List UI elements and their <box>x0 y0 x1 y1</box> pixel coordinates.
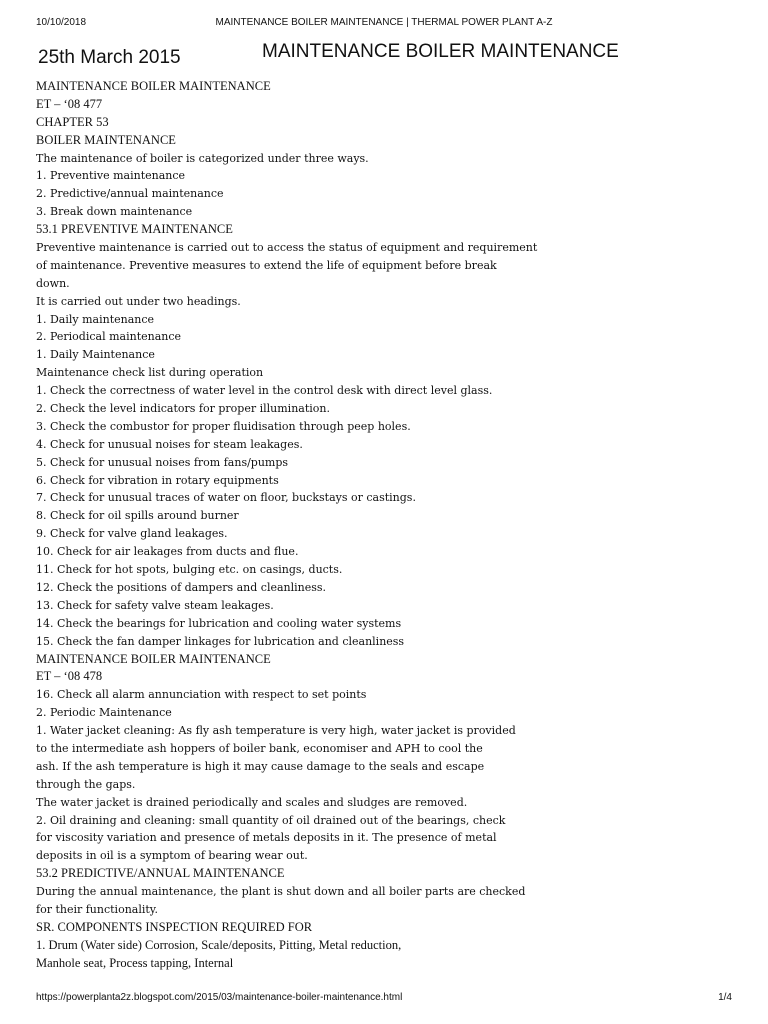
body-line: BOILER MAINTENANCE <box>36 132 176 147</box>
body-line: 1. Water jacket cleaning: As fly ash temperature is very high, water jacket is provided <box>36 724 516 738</box>
body-line: 4. Check for unusual noises for steam leakages. <box>36 437 303 451</box>
print-footer <box>36 992 732 1006</box>
body-line: During the annual maintenance, the plant is shut down and all boiler parts are checked <box>36 885 526 899</box>
print-page-title: MAINTENANCE BOILER MAINTENANCE | THERMAL POWER PLANT A-Z <box>215 17 553 28</box>
body-line: 13. Check for safety valve steam leakages. <box>36 598 274 612</box>
body-line: 53.2 PREDICTIVE/ANNUAL MAINTENANCE <box>36 866 285 881</box>
body-line: Maintenance check list during operation <box>36 366 264 380</box>
body-line: 8. Check for oil spills around burner <box>36 509 239 523</box>
body-line: 15. Check the fan damper linkages for lubrication and cleanliness <box>36 634 405 648</box>
body-line: 6. Check for vibration in rotary equipments <box>36 473 279 487</box>
print-date: 10/10/2018 <box>36 17 87 28</box>
body-line: through the gaps. <box>36 777 136 791</box>
body-line: CHAPTER 53 <box>36 114 109 129</box>
body-line: MAINTENANCE BOILER MAINTENANCE <box>36 651 271 666</box>
body-line: 7. Check for unusual traces of water on floor, buckstays or castings. <box>36 491 416 505</box>
body-line: 9. Check for valve gland leakages. <box>36 527 228 541</box>
post-date-heading: 25th March 2015 <box>38 47 181 68</box>
body-line: to the intermediate ash hoppers of boiler bank, economiser and APH to cool the <box>36 741 483 755</box>
body-line: deposits in oil is a symptom of bearing wear out. <box>36 849 308 863</box>
body-line: 12. Check the positions of dampers and cleanliness. <box>36 580 327 594</box>
body-line: 2. Predictive/annual maintenance <box>36 187 224 201</box>
body-line: of maintenance. Preventive measures to extend the life of equipment before break <box>36 258 497 272</box>
post-body <box>36 78 538 973</box>
body-line: 16. Check all alarm annunciation with respect to set points <box>36 688 367 702</box>
body-line: for viscosity variation and presence of metals deposits in it. The presence of metal <box>36 831 497 845</box>
body-line: for their functionality. <box>36 902 159 916</box>
body-line: 1. Check the correctness of water level in the control desk with direct level glass. <box>36 384 493 398</box>
body-line: 2. Periodical maintenance <box>36 330 182 344</box>
body-line: ET – ‘08 477 <box>36 96 103 111</box>
body-line: 14. Check the bearings for lubrication and cooling water systems <box>36 616 402 630</box>
body-line: 1. Daily maintenance <box>36 312 155 326</box>
body-line: 10. Check for air leakages from ducts and flue. <box>36 545 299 559</box>
body-line: ET – ‘08 478 <box>36 669 103 684</box>
body-line: 53.1 PREVENTIVE MAINTENANCE <box>36 222 233 237</box>
print-header <box>36 17 732 31</box>
body-line: SR. COMPONENTS INSPECTION REQUIRED FOR <box>36 919 313 934</box>
body-line: 5. Check for unusual noises from fans/pumps <box>36 455 289 469</box>
body-line: 11. Check for hot spots, bulging etc. on casings, ducts. <box>36 563 343 577</box>
body-line: 1. Drum (Water side) Corrosion, Scale/deposits, Pitting, Metal reduction, <box>36 937 402 952</box>
body-line: 2. Check the level indicators for proper illumination. <box>36 402 330 416</box>
body-line: 2. Periodic Maintenance <box>36 706 172 720</box>
body-line: It is carried out under two headings. <box>36 294 241 308</box>
body-line: 3. Break down maintenance <box>36 205 193 219</box>
body-line: Preventive maintenance is carried out to access the status of equipment and requirement <box>36 241 538 255</box>
post-title: MAINTENANCE BOILER MAINTENANCE <box>262 41 619 62</box>
body-line: MAINTENANCE BOILER MAINTENANCE <box>36 79 271 93</box>
page-url: https://powerplanta2z.blogspot.com/2015/03/maintenance-boiler-maintenance.html <box>36 992 403 1003</box>
body-line: The maintenance of boiler is categorized under three ways. <box>36 151 369 165</box>
body-line: down. <box>36 276 70 290</box>
body-line: Manhole seat, Process tapping, Internal <box>36 955 234 970</box>
body-line: 1. Daily Maintenance <box>36 348 155 362</box>
body-line: The water jacket is drained periodically and scales and sludges are removed. <box>36 795 468 809</box>
body-line: ash. If the ash temperature is high it may cause damage to the seals and escape <box>36 759 485 773</box>
body-line: 1. Preventive maintenance <box>36 169 186 183</box>
body-line: 2. Oil draining and cleaning: small quantity of oil drained out of the bearings, check <box>36 813 506 827</box>
page-number: 1/4 <box>718 992 732 1003</box>
body-line: 3. Check the combustor for proper fluidisation through peep holes. <box>36 419 411 433</box>
